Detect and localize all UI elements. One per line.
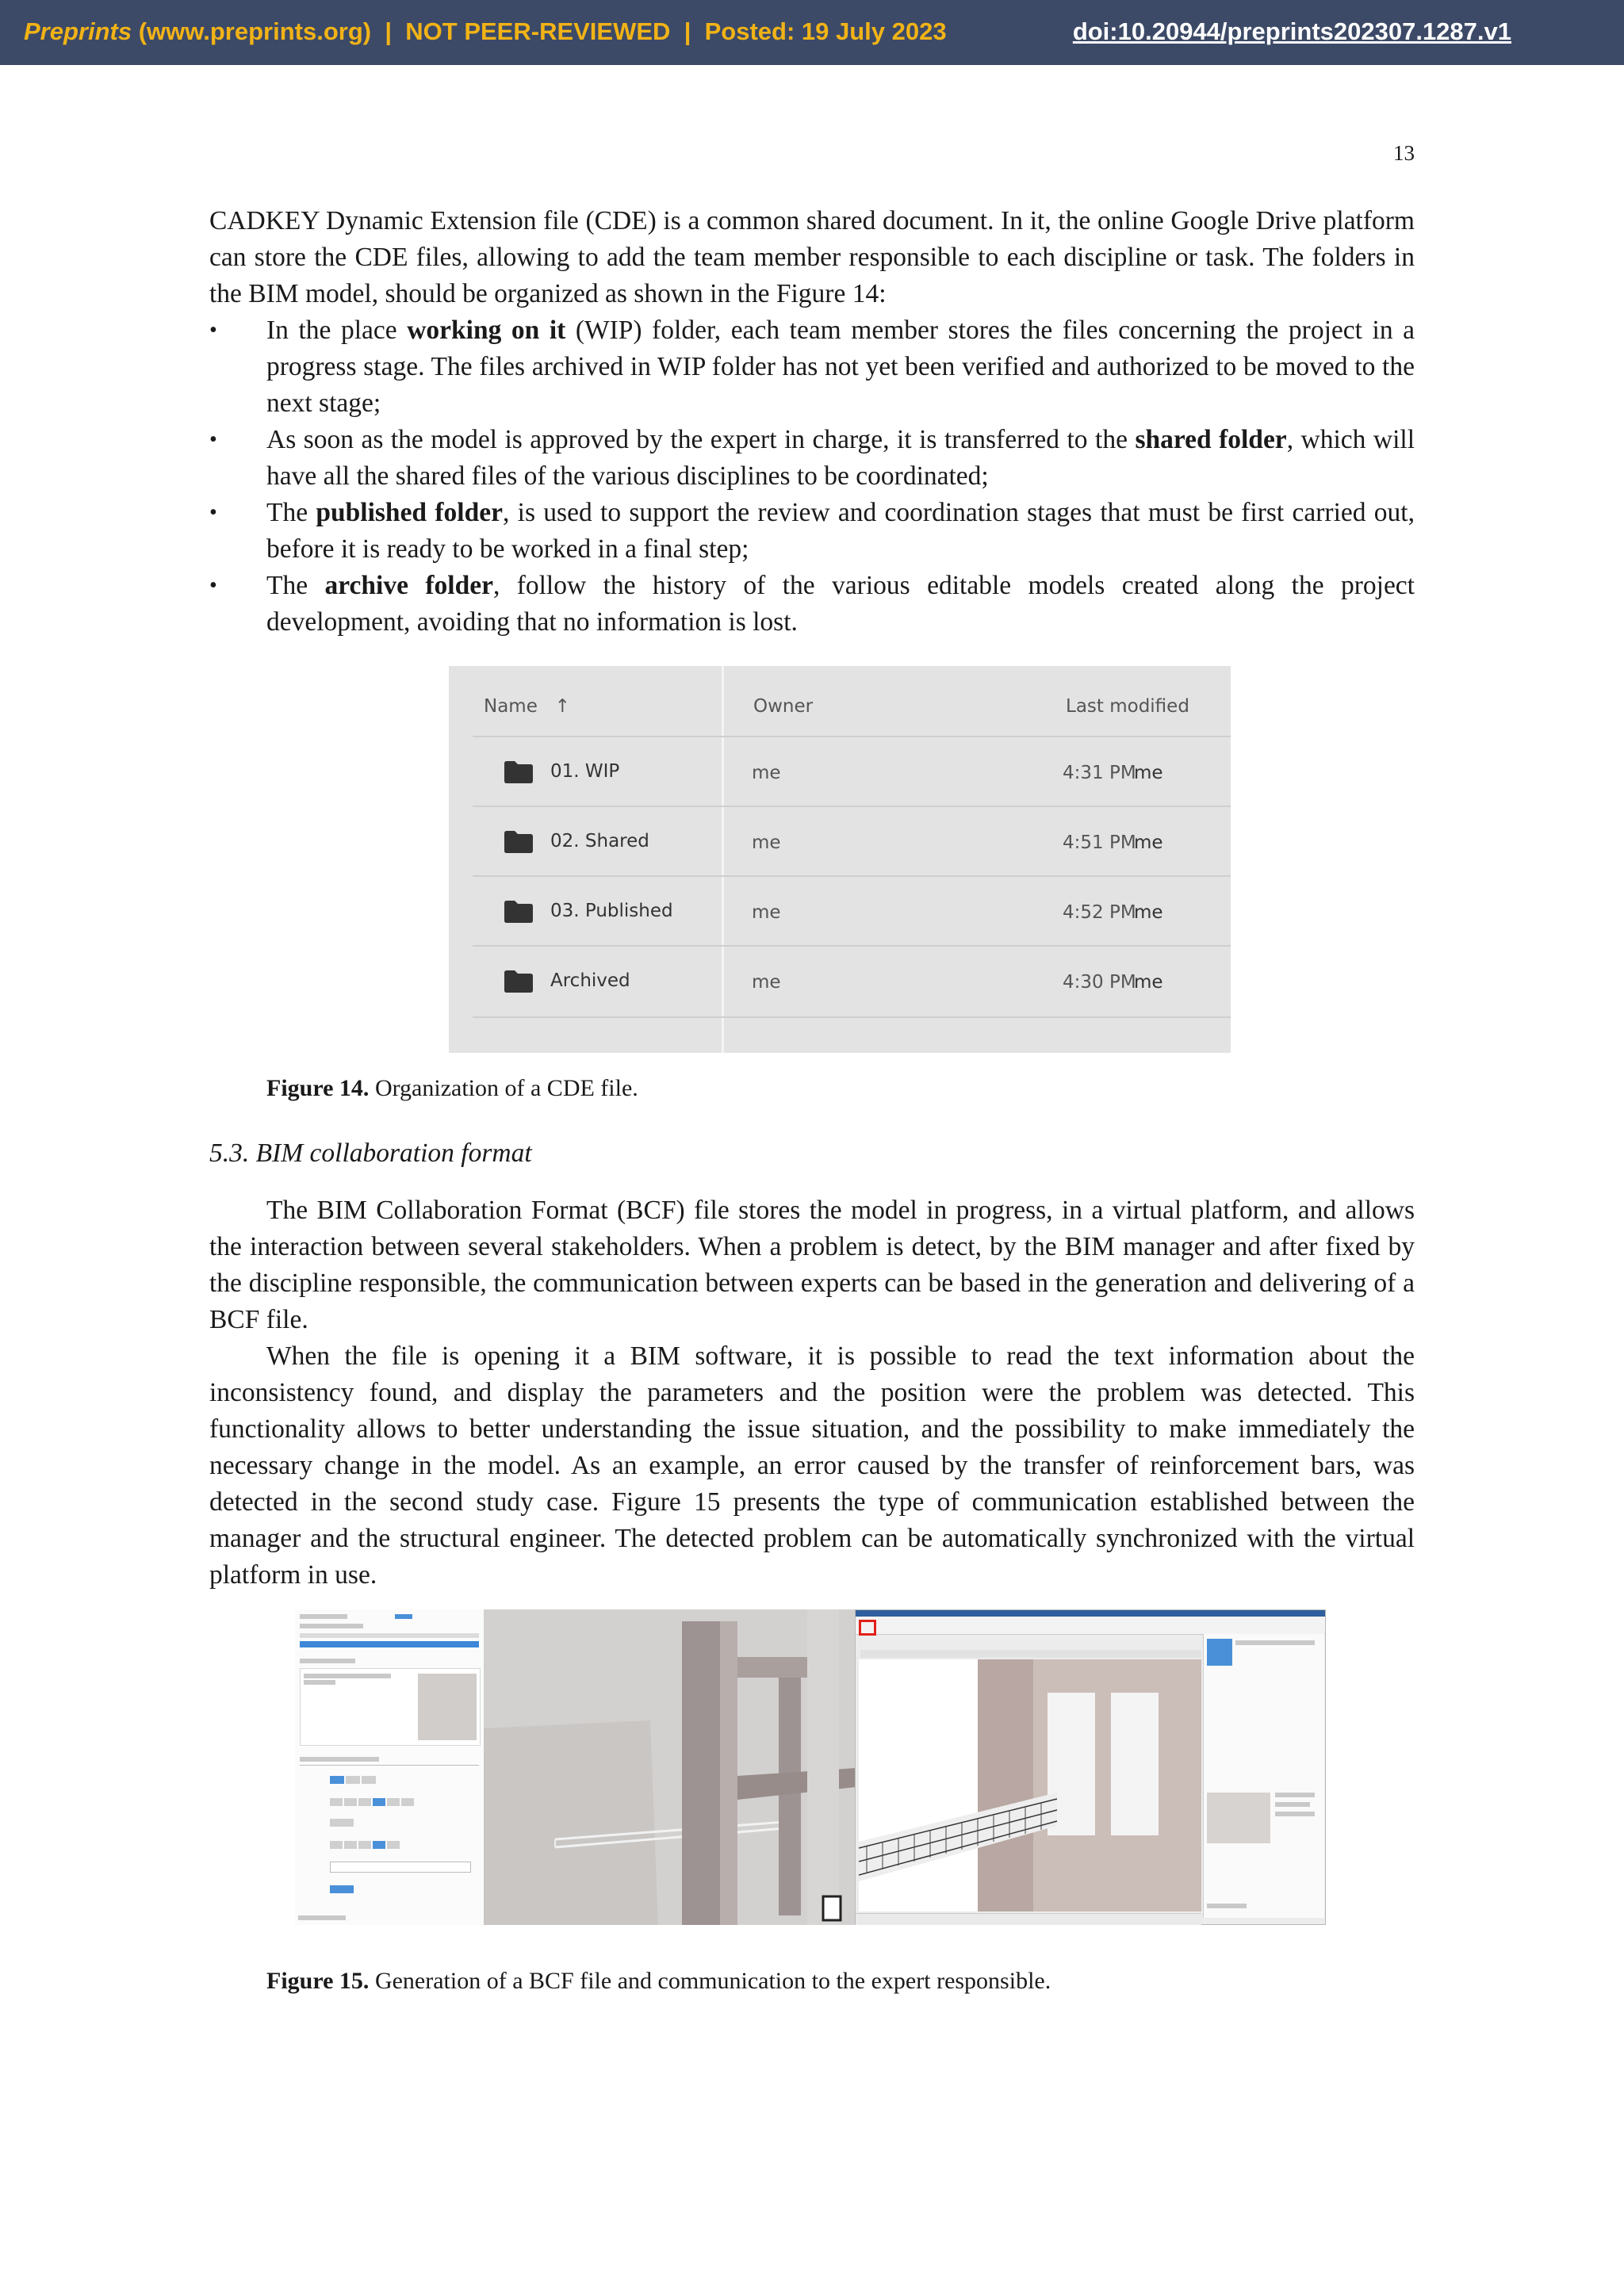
bold-term: working on it [407,316,566,345]
paragraph-cde: CADKEY Dynamic Extension file (CDE) is a common shared document. In it, the online Google Drive platform can store the CDE files, allowing to add the team member responsible to each discipline or task. The folders in the BIM model, should be organized as shown in the Figure 14: [209,206,1415,308]
revit-window [855,1609,1326,1925]
column-header-name[interactable]: Name ↑ [484,696,571,717]
view-tabs[interactable] [860,1650,1201,1658]
owner-cell: me [752,902,781,923]
table-row[interactable] [473,736,1231,807]
owner-cell: me [752,832,781,853]
due-date-input[interactable] [330,1862,471,1873]
folder-icon [504,970,533,993]
banner-site[interactable]: (www.preprints.org) [138,17,372,45]
folder-icon [504,831,533,853]
owner-cell: me [752,763,781,783]
banner-info [24,17,947,46]
bcf-properties-panel [1203,1634,1324,1918]
modified-time: 4:52 PM [1063,902,1136,923]
trash-icon [823,1896,841,1920]
modified-time: 4:51 PM [1063,832,1136,853]
folder-icon [504,761,533,783]
bold-term: archive folder [324,571,493,600]
modified-time: 4:30 PM [1063,972,1136,993]
bold-term: published folder [316,498,503,527]
bullet-marker: • [209,318,217,342]
bcf-snapshot-thumbnail [418,1674,477,1740]
folder-list [209,312,1415,641]
revit-title-bar [856,1610,1325,1617]
column-header-owner: Owner [753,696,814,717]
paragraph-bcf: The BIM Collaboration Format (BCF) file stores the model in progress, in a virtual platform, and allows the interaction between several stakeholders. When a problem is detect, by the BIM manager and after fixed by the discipline responsible, the communication between experts can be based in the generation and delivering of a BCF file. [209,1196,1415,1334]
folder-name: 01. WIP [550,761,620,782]
section-heading: 5.3. BIM collaboration format [209,1138,532,1168]
folder-name: 03. Published [550,901,673,921]
revit-3d-view[interactable] [859,1659,1201,1911]
modified-by: me [1134,972,1163,993]
modified-by: me [1134,763,1163,783]
doi-link[interactable]: doi:10.20944/preprints202307.1287.v1 [1072,17,1511,45]
bullet-marker: • [209,573,217,598]
banner-status: NOT PEER-REVIEWED [405,17,671,45]
modified-by: me [1134,832,1163,853]
paragraph-bcf-usage: When the file is opening it a BIM software, it is possible to read the text information about the inconsistency found, and display the parameters and the position were the problem was detected. This functionality allows to better understanding the issue situation, and the possibility to make immediately the necessary change in the model. As an example, an error caused by the transfer of reinforcement bars, was detected in the second study case. Figure 15 presents the type of communication established between the manager and the structural engineer. The detected problem can be automatically synchronized with the virtual platform in use. [209,1341,1415,1590]
figure-15-bcf-screenshot [295,1609,1326,1925]
revit-ribbon [856,1617,1325,1635]
banner-brand: Preprints [24,17,132,45]
folder-name: Archived [550,970,630,991]
banner-posted: Posted: 19 July 2023 [704,17,947,45]
modified-time: 4:31 PM [1063,763,1136,783]
list-item: • As soon as the model is approved by the expert in charge, it is transferred to the shared folder, which will have all the shared files of the various disciplines to be coordinated; [209,422,1415,495]
text-block-bcf [209,1192,1415,1594]
modified-by: me [1134,902,1163,923]
figure-14-caption: Figure 14. Organization of a CDE file. [266,1075,638,1101]
table-row[interactable] [473,806,1231,877]
banner-separator: | [385,17,393,45]
bcf-preview [1207,1793,1270,1843]
column-header-modified[interactable]: Last modified [1066,696,1189,717]
list-item: • The archive folder, follow the history of the various editable models created along the project development, avoiding that no information is lost. [209,568,1415,641]
figure-15-caption: Figure 15. Generation of a BCF file and communication to the expert responsible. [266,1968,1051,1994]
list-item: • The published folder, is used to support the review and coordination stages that must be first carried out, before it is ready to be worked in a final step; [209,495,1415,568]
preprint-banner [0,0,1624,65]
bcf-thumbnail-selected[interactable] [1207,1639,1232,1666]
list-item: • In the place working on it (WIP) folder, each team member stores the files concerning the project in a progress stage. The files archived in WIP folder has not yet been verified and authorized to be moved to the next stage; [209,312,1415,422]
bullet-marker: • [209,427,217,452]
table-row[interactable] [473,945,1231,1018]
folder-icon [504,901,533,923]
bcf-description-box[interactable] [300,1668,481,1746]
highlighted-bcf-button[interactable] [859,1620,876,1636]
figure-14-drive-table [449,666,1231,1053]
folder-name: 02. Shared [550,831,649,851]
page-number: 13 [1393,141,1415,165]
bold-term: shared folder [1135,425,1287,454]
text-block-intro [209,203,1415,641]
revit-status-bar [856,1913,1201,1925]
bullet-marker: • [209,500,217,525]
bcf-manager-panel [295,1609,485,1925]
banner-separator: | [684,17,691,45]
owner-cell: me [752,972,781,993]
table-row[interactable] [473,875,1231,947]
sort-arrow-icon[interactable]: ↑ [554,696,571,717]
